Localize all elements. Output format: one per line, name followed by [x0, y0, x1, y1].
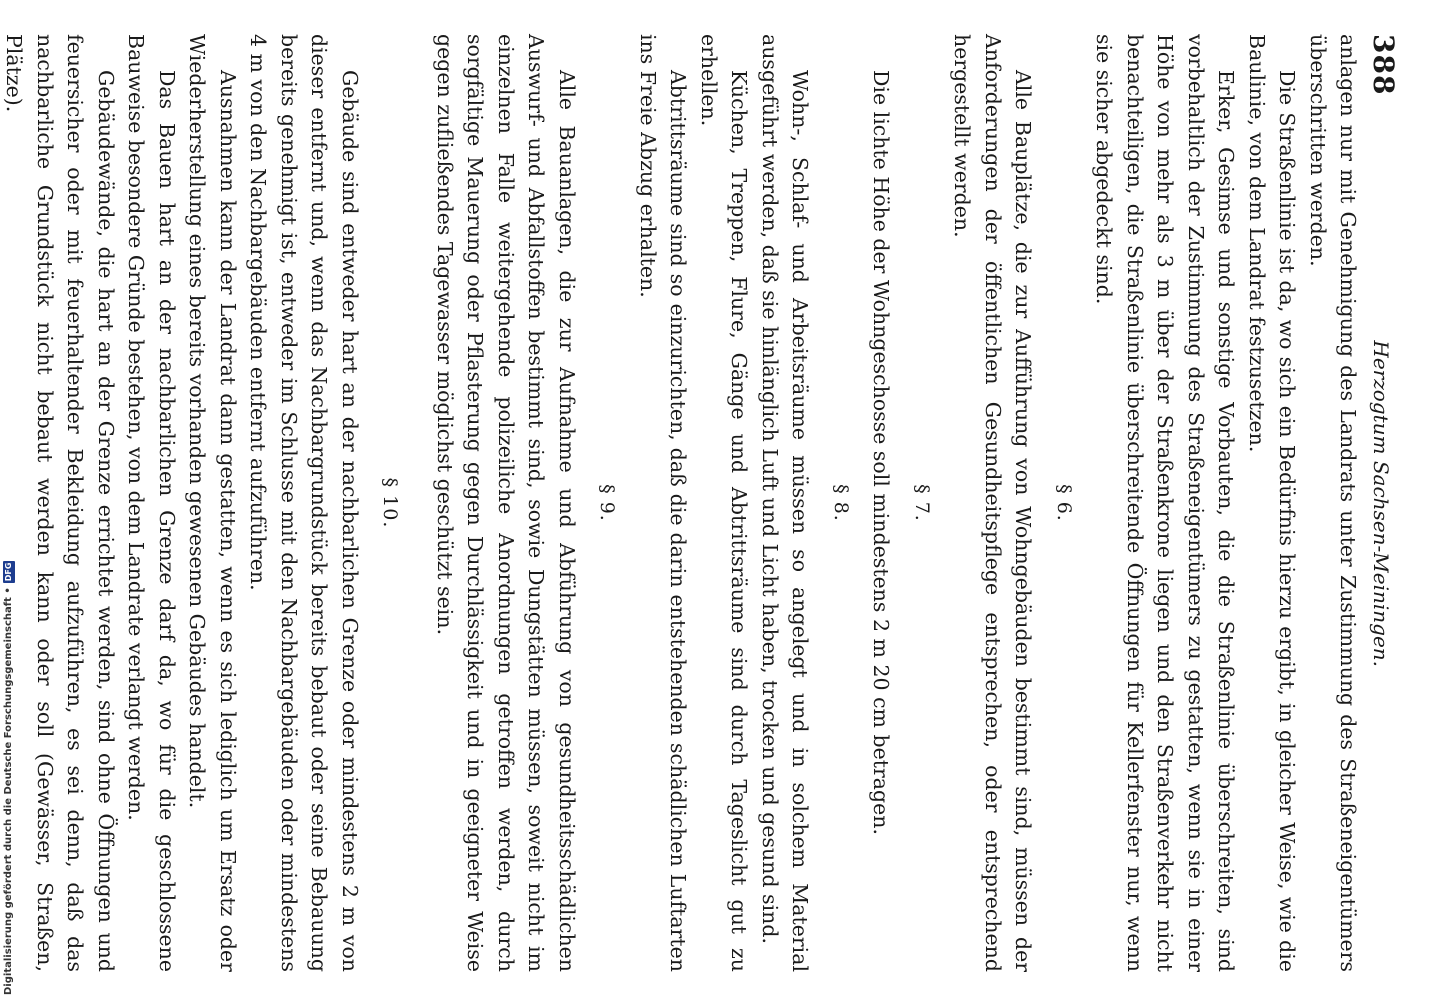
section-heading: § 7. [911, 484, 933, 522]
paragraph: Abtrittsräume sind so einzurichten, daß die darin entstehenden schädlichen Luftarten ins Freie Abzug erhalten. [636, 34, 691, 972]
paragraph: Wohn-, Schlaf- und Arbeitsräume müssen so angelegt und in solchem Material ausgeführt werden, daß sie hinlänglich Luft und Licht haben, trocken und gesund sind. [758, 34, 813, 972]
paragraph: Die lichte Höhe der Wohngeschosse soll mindestens 2 m 20 cm betragen. [869, 70, 894, 835]
section-heading: § 8. [830, 484, 852, 522]
paragraph: Die Straßenlinie ist da, wo sich ein Bedürfnis hierzu ergibt, in gleicher Weise, wie die Baulinie, von dem Landrat festzusetzen. [1245, 34, 1300, 972]
section-heading: § 6. [1053, 484, 1075, 522]
paragraph: anlagen nur mit Genehmigung des Landrats unter Zustimmung des Straßeneigentümers überschritten werden. [1306, 34, 1361, 972]
paragraph: Erker, Gesimse und sonstige Vorbauten, die die Straßenlinie überschreiten, sind vorbehaltlich der Zustimmung des Straßeneigentümers zu gestatten, wenn sie in einer Höhe von mehr als 3 m über der Straßenkrone liegen und den Straßenverkehr nicht benachteiligen, die Straßenlinie überschreitende Öffnungen für Kellerfenster nur, wenn sie sicher abgedeckt sind. [1092, 34, 1239, 972]
page-number: 388 [1367, 34, 1400, 96]
paragraph: Küchen, Treppen, Flure, Gänge und Abtrittsräume sind durch Tageslicht gut zu erhellen. [697, 34, 752, 972]
section-heading: § 10. [379, 477, 402, 529]
credit-text: Digitalisierung gefördert durch die Deutsche Forschungsgemeinschaft • [3, 587, 14, 995]
running-head [1366, 34, 1399, 972]
paragraph: Alle Bauanlagen, die zur Aufnahme und Abführung von gesundheitsschädlichen Auswurf- und Abfallstoffen bestimmt sind, sowie Dungstätten müssen, soweit nicht im einzelnen Falle weitergehende polizeiliche Anordnungen getroffen werden, durch sorgfältige Mauerung oder Pflasterung gegen Durchlässigkeit und in geeigneter Weise gegen zufließendes Tagewasser möglichst geschützt sein. [433, 34, 579, 972]
section-heading: § 9. [596, 484, 619, 522]
paragraph: Gebäude sind entweder hart an der nachbarlichen Grenze oder mindestens 2 m von dieser entfernt und, wenn das Nachbargrundstück bereits bebaut oder seine Bebauung bereits genehmigt ist, entweder im Schlusse mit den Nachbargebäuden oder mindestens 4 m von den Nachbargebäuden entfernt aufzuführen. [246, 34, 362, 972]
paragraph: Gebäudewände, die hart an der Grenze errichtet werden, sind ohne Öffnungen und feuersicher oder mit feuerhaltender Bekleidung aufzuführen, es sei denn, daß das nachbarliche Grundstück nicht bebaut werden kann oder soll (Gewässer, Straßen, Plätze). [2, 34, 118, 972]
paragraph: Ausnahmen kann der Landrat dann gestatten, wenn es sich lediglich um Ersatz oder Wiederherstellung eines bereits vorhanden gewesenen Gebäudes handelt. [185, 34, 240, 972]
paragraph: Das Bauen hart an der nachbarlichen Grenze darf da, wo für die geschlossene Bauweise besondere Gründe bestehen, von dem Landrate verlangt werden. [124, 34, 179, 972]
dfg-logo: DFG [4, 562, 13, 582]
body-text [0, 34, 1364, 972]
running-title: Herzogtum Sachsen-Meiningen. [1369, 340, 1393, 668]
paragraph: Alle Bauplätze, die zur Aufführung von Wohngebäuden bestimmt sind, müssen der Anforderungen der öffentlichen Gesundheitspflege entsprechen, oder entsprechend hergestellt werden. [950, 34, 1036, 972]
